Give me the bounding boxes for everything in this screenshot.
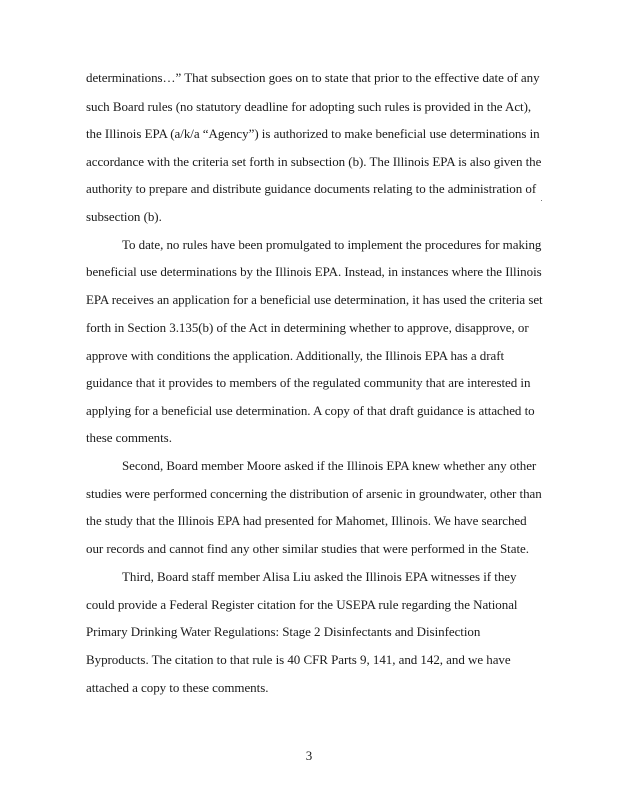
body-text-line: beneficial use determinations by the Illinois EPA. Instead, in instances where the Illinois — [86, 264, 542, 279]
body-text-line: determinations…” That subsection goes on to state that prior to the effective date of any — [86, 70, 540, 85]
body-text-line: Byproducts. The citation to that rule is 40 CFR Parts 9, 141, and 142, and we have — [86, 652, 511, 667]
body-text-line: EPA receives an application for a beneficial use determination, it has used the criteria set — [86, 292, 543, 307]
body-text-line: Second, Board member Moore asked if the Illinois EPA knew whether any other — [122, 458, 537, 473]
scan-artifact — [541, 200, 542, 201]
body-text-line: such Board rules (no statutory deadline for adopting such rules is provided in the Act), — [86, 99, 532, 114]
body-text-line: guidance that it provides to members of the regulated community that are interested in — [86, 375, 531, 390]
body-text-line: attached a copy to these comments. — [86, 680, 269, 695]
body-text-line: the study that the Illinois EPA had presented for Mahomet, Illinois. We have searched — [86, 513, 527, 528]
page-number: 3 — [305, 748, 313, 763]
body-text-line: the Illinois EPA (a/k/a “Agency”) is authorized to make beneficial use determinations in — [86, 126, 540, 141]
body-text-line: approve with conditions the application. Additionally, the Illinois EPA has a draft — [86, 348, 505, 363]
body-text-line: accordance with the criteria set forth in subsection (b). The Illinois EPA is also given the — [86, 154, 542, 169]
body-text-line: To date, no rules have been promulgated to implement the procedures for making — [122, 237, 542, 252]
body-text-line: Third, Board staff member Alisa Liu asked the Illinois EPA witnesses if they — [122, 569, 517, 584]
body-text-line: forth in Section 3.135(b) of the Act in determining whether to approve, disapprove, or — [86, 320, 529, 335]
body-text-line: these comments. — [86, 430, 172, 445]
body-text-line: subsection (b). — [86, 209, 162, 224]
body-text-line: Primary Drinking Water Regulations: Stage 2 Disinfectants and Disinfection — [86, 624, 481, 639]
body-text-line: authority to prepare and distribute guidance documents relating to the administration of — [86, 181, 537, 196]
body-text-line: our records and cannot find any other similar studies that were performed in the State. — [86, 541, 529, 556]
body-text-line: could provide a Federal Register citation for the USEPA rule regarding the National — [86, 597, 518, 612]
body-text-line: studies were performed concerning the distribution of arsenic in groundwater, other than — [86, 486, 542, 501]
body-text-line: applying for a beneficial use determination. A copy of that draft guidance is attached to — [86, 403, 535, 418]
